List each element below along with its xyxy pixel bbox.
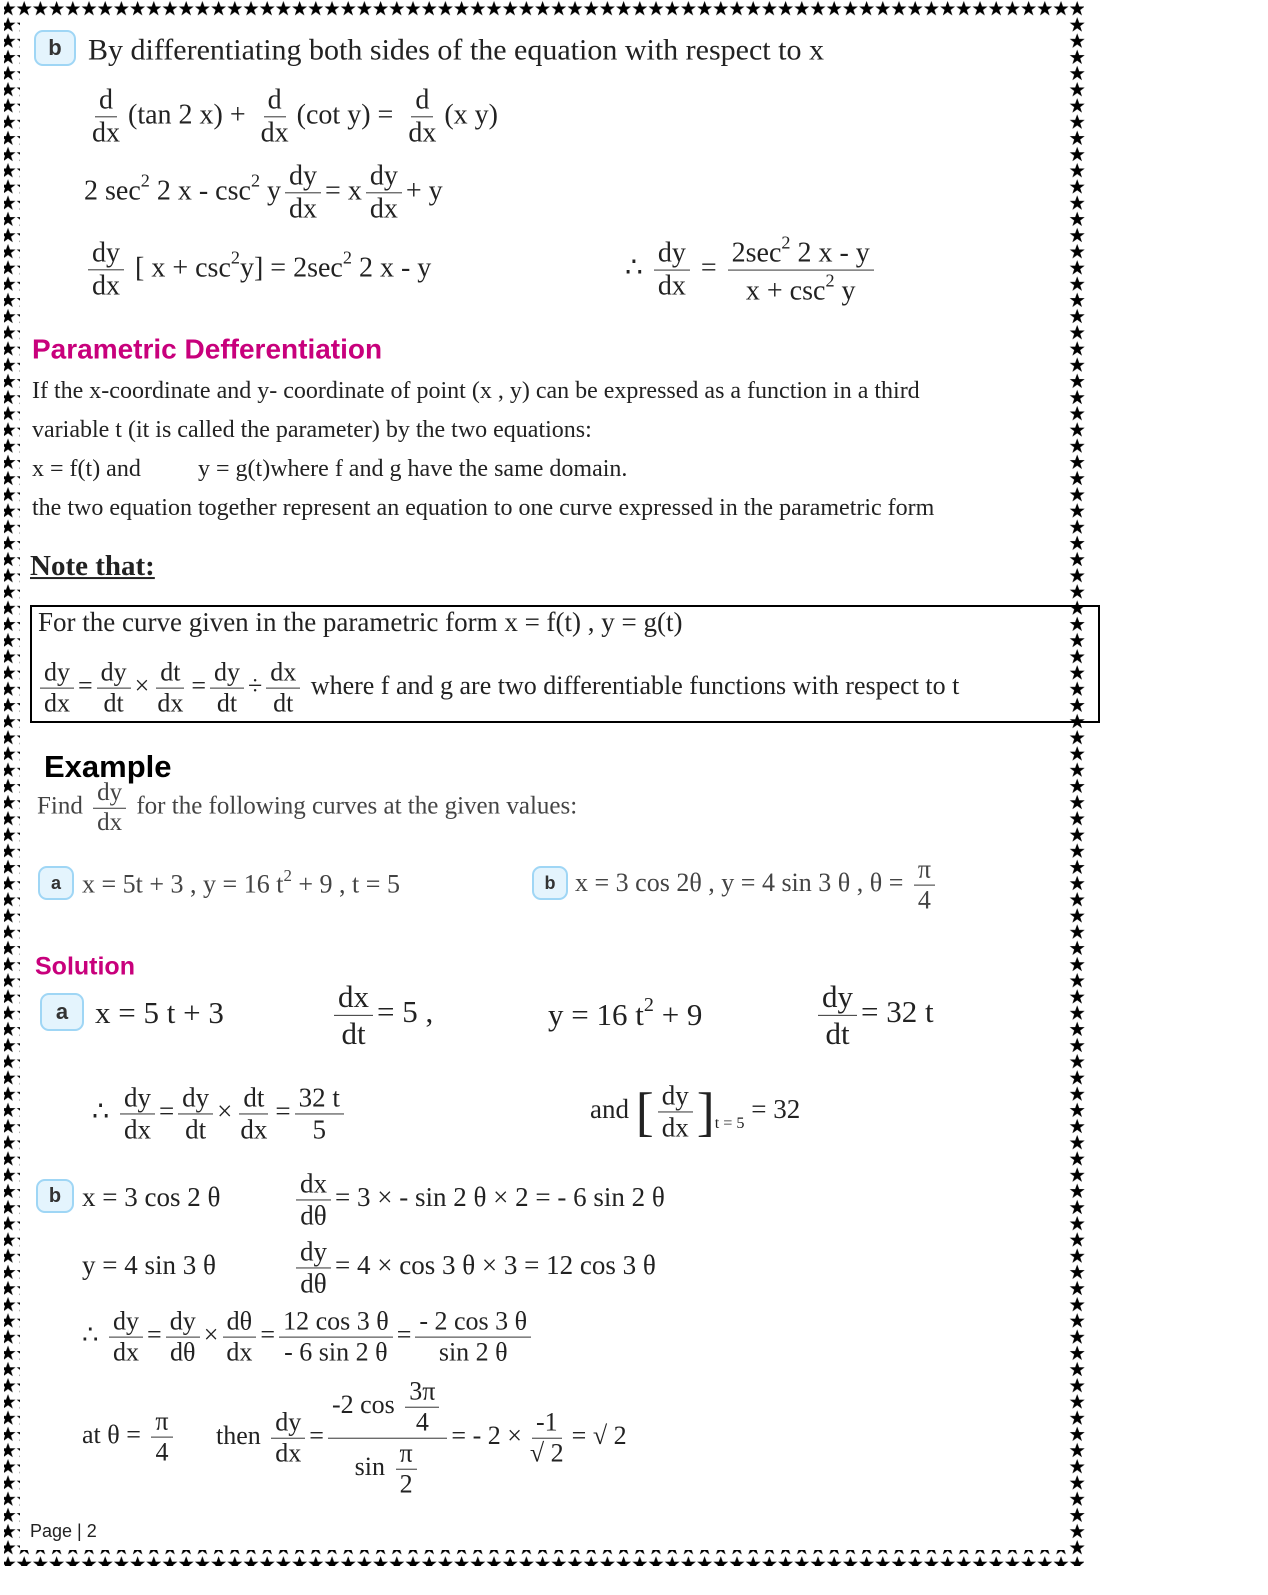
math-text: = (158, 1096, 175, 1127)
denominator (351, 1439, 425, 1500)
fraction (296, 1236, 331, 1299)
math-text: = √ 2 (571, 1420, 627, 1450)
denominator: dt (185, 1114, 207, 1145)
denominator: dx (123, 1114, 151, 1145)
solution-a-badge: a (40, 993, 84, 1031)
math-text: = (147, 1319, 162, 1349)
solution-a-y (548, 994, 702, 1032)
superscript: 2 (825, 270, 835, 291)
fraction (178, 1082, 213, 1145)
numerator: dy (166, 1307, 200, 1338)
denominator: dt (273, 688, 294, 718)
denominator: dx (657, 270, 686, 302)
math-text: ∴ (82, 1319, 106, 1349)
fraction (295, 1082, 344, 1145)
paragraph-line: y = g(t)where f and g have the same domain. (198, 455, 628, 482)
subscript: t = 5 (714, 1113, 745, 1132)
numerator: dy (366, 160, 402, 193)
math-text: y = 4 sin 3 θ (82, 1250, 216, 1281)
superscript: 2 (230, 247, 240, 268)
fraction (334, 979, 373, 1051)
section-heading: Parametric Defferentiation (32, 333, 383, 365)
superscript: 2 (781, 232, 791, 253)
math-text: 2 x - y (790, 237, 870, 269)
math-text: = 4 × cos 3 θ × 3 = 12 cos 3 θ (335, 1250, 656, 1281)
numerator: dy (40, 658, 74, 689)
solution-b-x (82, 1183, 220, 1213)
solution-b-dx (292, 1168, 665, 1231)
denominator: dx (226, 1337, 253, 1367)
numerator: dx (334, 979, 373, 1016)
numerator: d (95, 84, 117, 117)
denominator: dx (92, 270, 120, 302)
numerator (328, 1377, 447, 1439)
denominator: dx (157, 688, 184, 718)
denominator: dx (289, 193, 318, 225)
numerator: dy (93, 779, 126, 809)
solution-b-chain (82, 1307, 535, 1368)
paragraph-line: If the x-coordinate and y- coordinate of point (x , y) can be expressed as a function in a third (32, 377, 920, 404)
math-text: = 32 (744, 1094, 801, 1125)
numerator: dy (285, 160, 321, 193)
math-text: + y (405, 175, 443, 207)
fraction (88, 84, 124, 149)
fraction (88, 237, 124, 302)
superscript: 2 (342, 247, 352, 268)
numerator: dx (296, 1168, 331, 1200)
example-a-text (82, 867, 400, 899)
numerator: dy (210, 658, 244, 689)
denominator: dx (661, 1112, 689, 1143)
math-text: where f and g are two differentiable functions with respect to t (304, 670, 960, 700)
denominator: dx (97, 808, 123, 836)
fraction (405, 1377, 439, 1438)
numerator: d (264, 84, 286, 117)
denominator: dx (240, 1114, 268, 1145)
math-text: × (134, 670, 150, 700)
bracket: [ (635, 1082, 654, 1142)
numerator: π (151, 1407, 172, 1438)
denominator: sin 2 θ (438, 1337, 508, 1367)
numerator: 3π (405, 1377, 439, 1408)
numerator: π (914, 855, 935, 886)
math-text: x = 3 cos 2θ , y = 4 sin 3 θ , θ = (575, 867, 910, 897)
math-text: × (203, 1319, 219, 1349)
math-text: = (275, 1096, 291, 1127)
fraction (396, 1439, 417, 1500)
denominator: dt (825, 1015, 850, 1051)
numerator: π (396, 1439, 417, 1470)
solution-b-then (216, 1377, 627, 1500)
denominator: dx (408, 117, 437, 149)
example-prompt (37, 779, 577, 838)
fraction (728, 233, 874, 308)
fraction (296, 1168, 331, 1231)
intro-text: By differentiating both sides of the equation with respect to x (88, 33, 824, 67)
math-text: = 32 t (861, 994, 934, 1030)
denominator: dx (44, 688, 70, 718)
equation-2 (84, 160, 443, 225)
math-text: x = 5t + 3 , y = 16 t (82, 869, 284, 899)
paragraph-line: the two equation together represent an equation to one curve expressed in the parametric form (32, 494, 935, 521)
denominator: - 6 sin 2 θ (284, 1337, 388, 1367)
math-text: sin (354, 1451, 392, 1481)
fraction (404, 84, 440, 149)
example-b-badge: b (532, 866, 568, 900)
superscript: 2 (140, 170, 150, 191)
denominator: dx (369, 193, 398, 225)
math-text: -2 cos (331, 1390, 402, 1420)
denominator: √ 2 (529, 1438, 564, 1468)
denominator: dt (216, 688, 238, 718)
math-text: ÷ (248, 670, 263, 700)
fraction (271, 1408, 305, 1469)
math-text: = (693, 252, 724, 284)
numerator: 32 t (295, 1082, 344, 1114)
numerator: dy (109, 1307, 143, 1338)
math-text: y = 16 t (548, 997, 644, 1032)
math-text: x = 5 t + 3 (95, 994, 224, 1030)
fraction (658, 1080, 693, 1143)
math-text: = (78, 670, 93, 700)
math-text: = (396, 1319, 412, 1349)
fraction (266, 658, 300, 719)
superscript: 2 (283, 865, 292, 885)
note-line-1: For the curve given in the parametric form x = f(t) , y = g(t) (38, 607, 683, 638)
math-text: then (216, 1420, 268, 1450)
numerator: dt (156, 658, 184, 689)
math-text: = 3 × - sin 2 θ × 2 = - 6 sin 2 θ (335, 1182, 665, 1213)
math-text: for the following curves at the given values: (130, 792, 578, 820)
math-text: × (217, 1096, 233, 1127)
numerator: - 2 cos 3 θ (415, 1307, 531, 1338)
math-text: [ x + csc (128, 252, 231, 284)
numerator: dy (271, 1408, 305, 1439)
solution-b-badge: b (36, 1179, 74, 1213)
equation-1 (84, 84, 498, 149)
denominator: 4 (155, 1437, 169, 1467)
solution-a-result (590, 1080, 800, 1143)
math-text: 2sec (731, 237, 782, 269)
numerator: dy (120, 1082, 155, 1114)
numerator: dy (97, 658, 131, 689)
solution-heading: Solution (35, 952, 135, 981)
solution-b-y (82, 1251, 216, 1281)
fraction (109, 1307, 143, 1368)
denominator: 2 (399, 1469, 413, 1499)
example-heading: Example (44, 748, 172, 784)
solution-a-dydt (814, 979, 934, 1051)
math-text: = - 2 × (451, 1420, 522, 1450)
math-text: (cot y) = (296, 99, 401, 131)
denominator: dθ (300, 1268, 327, 1299)
math-text: x = 3 cos 2 θ (82, 1182, 221, 1213)
solution-b-at (82, 1407, 177, 1468)
numerator: dy (88, 237, 124, 270)
fraction (151, 1407, 172, 1468)
denominator: dx (260, 117, 289, 149)
denominator: 4 (415, 1407, 429, 1437)
math-text: = x (325, 175, 362, 207)
fraction (285, 160, 321, 225)
fraction (93, 779, 126, 838)
numerator (728, 233, 874, 271)
numerator: dθ (223, 1307, 256, 1338)
fraction (236, 1082, 271, 1145)
equation-4 (625, 233, 878, 308)
numerator: dt (239, 1082, 268, 1114)
math-text: 2 x - y (351, 252, 432, 284)
math-text: (tan 2 x) + (128, 99, 253, 131)
denominator: dx (275, 1438, 302, 1468)
denominator: dt (103, 688, 124, 718)
math-text: = 5 , (377, 994, 434, 1030)
fraction (366, 160, 402, 225)
denominator: dθ (169, 1337, 196, 1367)
math-text: = (191, 670, 207, 700)
bracket: ] (696, 1082, 715, 1142)
fraction (415, 1307, 531, 1368)
numerator: dy (658, 1080, 693, 1112)
math-text: at θ = (82, 1419, 148, 1449)
numerator: dx (266, 658, 300, 689)
math-text: ∴ (625, 252, 650, 284)
solution-a-chain (92, 1082, 348, 1145)
example-a-badge: a (38, 866, 74, 900)
math-text: 2 sec (84, 175, 141, 207)
superscript: 2 (250, 170, 261, 191)
math-text: y (834, 275, 856, 307)
paragraph-line: x = f(t) and (32, 455, 141, 482)
denominator: 5 (312, 1114, 327, 1145)
numerator: -1 (532, 1408, 562, 1439)
numerator: dy (818, 979, 857, 1016)
solution-a-x (95, 996, 224, 1030)
math-text: and (590, 1094, 636, 1125)
note-formula (36, 658, 959, 719)
fraction (97, 658, 131, 719)
page-number: Page | 2 (30, 1521, 97, 1542)
fraction (279, 1307, 393, 1368)
fraction (166, 1307, 200, 1368)
fraction (120, 1082, 155, 1145)
fraction (818, 979, 857, 1051)
fraction (222, 1307, 256, 1368)
solution-b-dy (292, 1236, 656, 1299)
fraction (526, 1408, 568, 1469)
math-text: Find (37, 792, 90, 820)
fraction (654, 237, 690, 302)
note-title: Note that: (30, 550, 155, 583)
fraction (210, 658, 244, 719)
fraction (153, 658, 187, 719)
numerator: 12 cos 3 θ (279, 1307, 393, 1338)
math-text: + 9 , t = 5 (291, 869, 400, 899)
math-text: ∴ (92, 1096, 116, 1127)
denominator: dt (341, 1015, 366, 1051)
denominator: dx (113, 1337, 140, 1367)
example-b-text (575, 855, 939, 916)
numerator: dy (654, 237, 690, 270)
math-text: x + csc (745, 275, 826, 307)
numerator: dy (178, 1082, 213, 1114)
part-b-badge: b (34, 30, 76, 66)
denominator: 4 (917, 885, 931, 915)
math-text: y] = 2sec (239, 252, 343, 284)
math-text: 2 x - csc (149, 175, 251, 207)
solution-a-dxdt (330, 979, 433, 1051)
denominator: dx (92, 117, 120, 149)
paragraph-line: variable t (it is called the parameter) by the two equations: (32, 416, 592, 443)
numerator: dy (296, 1236, 331, 1268)
fraction (40, 658, 74, 719)
math-text: + 9 (653, 997, 703, 1032)
fraction (328, 1377, 447, 1500)
math-text: y (260, 175, 282, 207)
math-text: = (260, 1319, 276, 1349)
math-text: = (309, 1420, 324, 1450)
math-text: (x y) (444, 99, 498, 131)
denominator: dθ (300, 1200, 327, 1231)
denominator (742, 271, 860, 308)
superscript: 2 (643, 993, 654, 1016)
equation-3 (84, 237, 431, 302)
numerator: d (411, 84, 433, 117)
fraction (914, 855, 935, 916)
fraction (257, 84, 293, 149)
